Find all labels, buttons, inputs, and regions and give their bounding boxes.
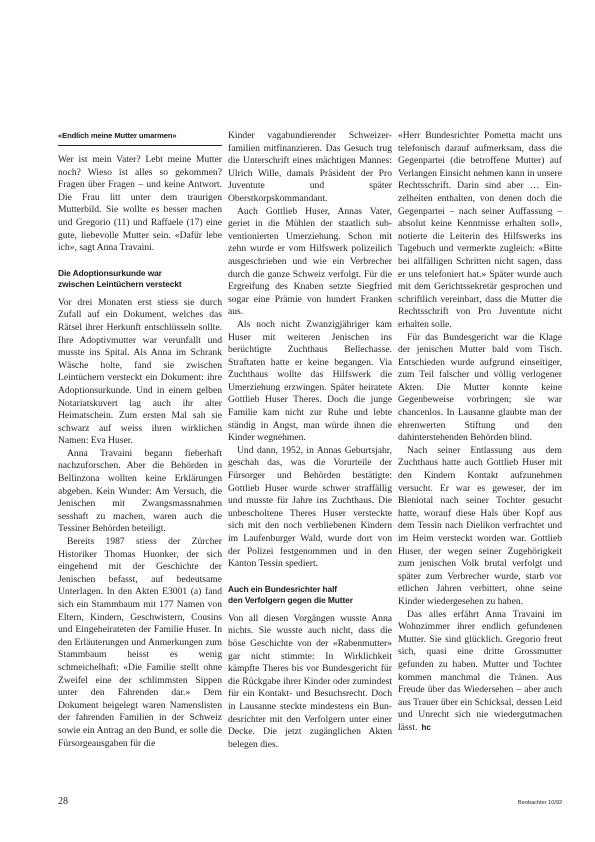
paragraph: Und dann, 1952, in Annas Geburtsjahr, geschah das, was die Vorurteile der Fürsorger und Behörden bestätigte: Gottlieb Huser wurde schwer straffällig und musste für Jahre ins Zuchthaus. Die unbescholtene Theres Huser versteckte sich mit den noch verbliebenen Kindern im Laufenburger Wald, wurde dort von der Polizei festgenommen und in den Kanton Tessin spediert. [228, 444, 392, 570]
subheading-line: Die Adoptionsurkunde war [58, 267, 162, 278]
page-number: 28 [58, 796, 68, 807]
article-column-2 [228, 130, 392, 751]
subheading-line: Auch ein Bundesrichter half [228, 583, 337, 594]
paragraph-text: Das alles erfährt Anna Travaini im Wohnzimmer ihrer endlich gefundenen Mutter. Sie sind glücklich. Gregorio freut sich, quasi eine dritte Grossmutter gefunden zu haben. Mutter und Tochter kommen manchmal die Tränen. Aus Freude über das Wiedersehen – aber auch aus Trauer über ein Schicksal, dessen Leid und Unrecht sich nie wiedergutmachen lässt. [398, 608, 562, 733]
paragraph [398, 609, 562, 735]
paragraph: Von all diesen Vorgängen wusste Anna nichts. Sie wusste auch nicht, dass die böse Geschichte von der «Rabenmutter» gar nicht stimmte: In Wirklichkeit kämpfte Theres bis vor Bundesgericht für die Rückgabe ihrer Kinder oder zumindest für ein Kontakt- und Besuchsrecht. Doch in Lausanne steckte mindestens ein Bundesrichter mit den Verfolgern unter einer Decke. Die jetzt zugänglichen Akten belegen dies. [228, 612, 392, 750]
article-column-3 [398, 130, 562, 735]
kicker-headline: «Endlich meine Mutter umarmen» [58, 130, 222, 146]
author-signoff: hc [421, 722, 431, 732]
subheading [58, 268, 222, 290]
publication-source: Beobachter 10/92 [518, 800, 563, 806]
paragraph: Nach seiner Entlassung aus dem Zuchthaus hatte auch Gottlieb Huser mit den Kindern Kontakt aufzunehmen versucht. Er war es geweser, der im Bleniotal nach seiner Tochter gesucht hatte, worauf diese Hals über Kopf aus dem Tessin nach Dielikon verfrachtet und im Heim versteckt worden war. Gottlieb Huser, der wegen seiner Zugehörigkeit zum jenischen Volk brutal verfolgt und später zum Verbrecher wurde, starb vor etlichen Jahren verbittert, ohne seine Kinder wiedergesehen zu haben. [398, 444, 562, 607]
paragraph: Bereits 1987 stiess der Zürcher Historiker Thomas Huonker, der sich eingehend mit der Geschichte der Jenischen befasst, auf bedeutsame Unterlagen. In den Akten E3001 (a) fand sich ein Stammbaum mit 177 Namen von Eltern, Kindern, Geschwistern, Cousins und Eingeheirateten der Familie Huser. In den Erläuterungen und Anmerkungen zum Stammbaum heisst es wenig schmeichelhaft: «Die Familie stellt ohne Zweifel eine der schlimmsten Sippen unter den Fahrenden dar.» Dem Dokument beigelegt waren Namenslisten der fahrenden Familien in der Schweiz sowie ein Antrag an den Bund, er solle die Fürsorgeausgaben für die [58, 536, 222, 749]
paragraph: Auch Gottlieb Huser, Annas Vater, geriet in die Mühlen der staatlich subventionierten Umerziehung. Schon mit zehn wurde er vom Hilfswerk polizeilich ausgeschrieben und wie ein Verbrecher durch die ganze Schweiz verfolgt. Für die Ergreifung des Knaben setzte Siegfried sogar eine Prämie von hundert Franken aus. [228, 205, 392, 318]
paragraph: Als noch nicht Zwanzigjähriger kam Huser mit weiteren Jenischen ins berüchtigte Zuchthaus Bellechasse. Straftaten hatte er keine begangen. Via Zuchthaus wollte das Hilfswerk die Umerziehung erzwingen. Später heiratete Gottlieb Huser Theres. Doch die junge Familie kam nicht zur Ruhe und lebte ständig in Angst, man würde ihnen die Kinder wegnehmen. [228, 318, 392, 444]
paragraph: Anna Travaini begann fieberhaft nachzuforschen. Aber die Behörden in Bellinzona wollten keine Erklärungen abgeben. Kein Wunder: Am Versuch, die Jenischen mit Zwangsmassnahmen sesshaft zu machen, waren auch die Tessiner Behörden beteiligt. [58, 447, 222, 535]
paragraph: Vor drei Monaten erst stiess sie durch Zufall auf ein Dokument, welches das Rätsel ihrer Herkunft entschlüsseln sollte. Ihre Adoptivmutter war verunfallt und musste ins Spital. Als Anna im Schrank Wäsche holte, fand sie zwischen Leintüchern versteckt ein Dokument: ihre Adoptionsurkunde. Und in einem gelben Notariatskuvert lag auch ihr alter Heimatschein. Zum ersten Mal sah sie schwarz auf weiss ihren wirklichen Namen: Eva Huser. [58, 296, 222, 447]
paragraph: «Herr Bundesrichter Pometta macht uns telefonisch darauf aufmerksam, dass die Gegenpartei (die betroffene Mutter) auf Verlangen Einsicht nehmen kann in unsere Rechtsschrift. Darin sind aber … Einzelheiten enthalten, von denen doch die Gegenpartei – nach seiner Auffassung – absolut keine Kenntnisse erhalten soll», notierte die Leiterin des Hilfswerks ins Tagebuch und vermerkte zugleich: «Bitte bei allfälligen Schritten nicht sagen, dass er uns telefoniert hat.» Später wurde auch mit dem Gerichtssekretär gesprochen und schriftlich vereinbart, dass die Mutter die Rechtsschrift von Pro Juventute nicht erhalten solle. [398, 130, 562, 330]
paragraph: Kinder vagabundierender Schweizerfamilien mitfinanzieren. Das Gesuch trug die Unterschrift eines mächtigen Mannes: Ulrich Wille, damals Präsident der Pro Juventute und später Oberstkorpskommandant. [228, 130, 392, 204]
subheading [228, 584, 392, 606]
subheading-line: zwischen Leintüchern versteckt [58, 278, 182, 289]
article-column-1 [58, 130, 222, 750]
paragraph: Wer ist mein Vater? Lebt meine Mutter noch? Wieso ist alles so gekommen? Fragen über Fragen – und keine Antwort. Die Frau litt unter dem traurigen Mutterbild. Sie wollte es besser machen und Gregorio (11) und Raffaele (17) eine gute, liebevolle Mutter sein. «Dafür lebe ich», sagt Anna Travaini. [58, 154, 222, 254]
paragraph: Für das Bundesgericht war die Klage der jenischen Mutter bald vom Tisch. Entschieden wurde aufgrund einseitiger, zum Teil falscher und völlig verlogener Akten. Die Mutter konnte keine Gegenbeweise vorbringen; sie war chancenlos. In Lausanne glaubte man der ehrenwerten Stiftung und den dahinterstehenden Behörden blind. [398, 331, 562, 444]
subheading-line: den Verfolgern gegen die Mutter [228, 594, 353, 605]
